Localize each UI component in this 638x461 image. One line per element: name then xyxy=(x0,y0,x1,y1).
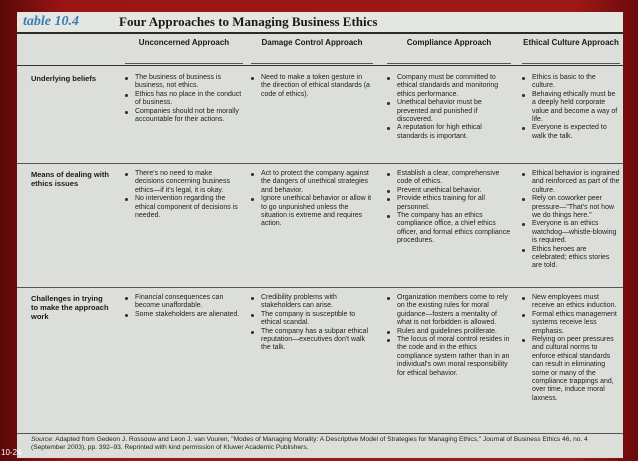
table-cell xyxy=(387,294,511,378)
bullet-item: New employees must receive an ethics induction. xyxy=(522,294,620,311)
bullet-item: Ethics has no place in the conduct of business. xyxy=(125,91,243,108)
bullet-item: Some stakeholders are alienated. xyxy=(125,311,243,319)
table-cell xyxy=(125,294,243,319)
slide-number: 10-24 xyxy=(1,448,22,457)
source-label: Source: xyxy=(31,436,54,443)
bullet-item: Ignore unethical behavior or allow it to go unpunished unless the situation is extreme and requires action. xyxy=(251,195,373,229)
bullet-item: Prevent unethical behavior. xyxy=(387,187,511,195)
bullet-item: Rely on coworker peer pressure—"That's not how we do things here." xyxy=(522,195,620,220)
bullet-item: The locus of moral control resides in the code and in the ethics compliance system rather than in an individual's own moral responsibility for ethical behavior. xyxy=(387,336,511,378)
column-header-compliance: Compliance Approach xyxy=(387,38,511,64)
bullet-item: The business of business is business, not ethics. xyxy=(125,74,243,91)
table-cell xyxy=(522,170,620,271)
bullet-item: The company is susceptible to ethical scandal. xyxy=(251,311,373,328)
bullet-item: Company must be committed to ethical standards and monitoring ethics performance. xyxy=(387,74,511,99)
bullet-item: Need to make a token gesture in the direction of ethical standards (a code of ethics). xyxy=(251,74,373,99)
table-cell xyxy=(387,74,511,141)
table-cell xyxy=(251,74,373,99)
table-title: Four Approaches to Managing Business Ethics xyxy=(119,14,378,29)
bullet-item: Credibility problems with stakeholders can arise. xyxy=(251,294,373,311)
table-row xyxy=(17,164,623,288)
bullet-item: Organization members come to rely on the existing rules for moral guidance—fosters a mentality of what is not forbidden is allowed. xyxy=(387,294,511,328)
bullet-item: Ethics heroes are celebrated; ethics stories are told. xyxy=(522,246,620,271)
bullet-item: A reputation for high ethical standards is important. xyxy=(387,124,511,141)
bullet-item: Act to protect the company against the dangers of unethical strategies and behavior. xyxy=(251,170,373,195)
table-cell xyxy=(251,294,373,353)
row-header: Underlying beliefs xyxy=(31,74,97,83)
column-header-ethical-culture: Ethical Culture Approach xyxy=(522,38,620,64)
source-text: Adapted from Gedeon J. Rossouw and Leon J. van Vuuren, "Modes of Managing Morality: A Descriptive Model of Strategies for Managing Ethics," Journal of Business Ethics 46, no. 4 (September 2003), pp. 392–93. Reprinted with kind permission of Kluwer Academic Publishers. xyxy=(31,436,588,451)
column-header-unconcerned: Unconcerned Approach xyxy=(125,38,243,64)
bullet-item: Establish a clear, comprehensive code of ethics. xyxy=(387,170,511,187)
row-header: Challenges in trying to make the approach work xyxy=(31,294,109,321)
row-header: Means of dealing with ethics issues xyxy=(31,170,109,188)
table-row xyxy=(17,288,623,434)
bullet-item: Formal ethics management systems receive less emphasis. xyxy=(522,311,620,336)
table-number: table 10.4 xyxy=(23,14,79,29)
table-cell xyxy=(125,74,243,124)
bullet-item: No intervention regarding the ethical component of decisions is needed. xyxy=(125,195,243,220)
table-cell xyxy=(522,294,620,403)
bullet-item: Everyone is an ethics watchdog—whistle-blowing is required. xyxy=(522,220,620,245)
table-sheet xyxy=(17,12,623,458)
bullet-item: Relying on peer pressures and cultural norms to enforce ethical standards can result in eliminating some or many of the compliance trappings and, over time, induce moral laxness. xyxy=(522,336,620,403)
bullet-item: Provide ethics training for all personnel. xyxy=(387,195,511,212)
bullet-item: Rules and guidelines proliferate. xyxy=(387,328,511,336)
bullet-item: Ethics is basic to the culture. xyxy=(522,74,620,91)
bullet-item: Everyone is expected to walk the talk. xyxy=(522,124,620,141)
bullet-item: The company has a subpar ethical reputation—executives don't walk the talk. xyxy=(251,328,373,353)
bullet-item: Behaving ethically must be a deeply held corporate value and become a way of life. xyxy=(522,91,620,125)
bullet-item: Ethical behavior is ingrained and reinforced as part of the culture. xyxy=(522,170,620,195)
source-note xyxy=(31,436,621,452)
table-cell xyxy=(125,170,243,220)
table-title-bar xyxy=(17,12,623,34)
bullet-item: There's no need to make decisions concerning business ethics—if it's legal, it is okay. xyxy=(125,170,243,195)
table-cell xyxy=(251,170,373,229)
table-cell xyxy=(387,170,511,246)
bullet-item: Companies should not be morally accountable for their actions. xyxy=(125,108,243,125)
bullet-item: The company has an ethics compliance office, a chief ethics officer, and formal ethics compliance procedures. xyxy=(387,212,511,246)
bullet-item: Financial consequences can become unaffordable. xyxy=(125,294,243,311)
table-row xyxy=(17,68,623,164)
table-cell xyxy=(522,74,620,141)
column-header-row xyxy=(17,36,623,66)
column-header-damage-control: Damage Control Approach xyxy=(251,38,373,64)
bullet-item: Unethical behavior must be prevented and punished if discovered. xyxy=(387,99,511,124)
